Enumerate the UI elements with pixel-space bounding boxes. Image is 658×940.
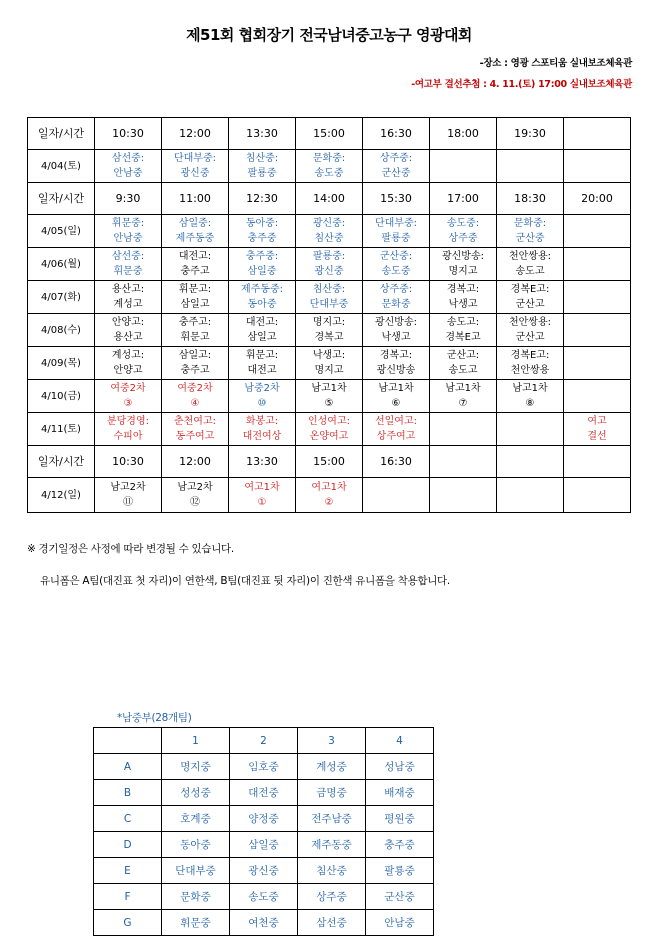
schedule-game-cell xyxy=(564,314,631,347)
group-label-cell: A xyxy=(94,754,162,780)
schedule-game-cell: 선일여고: 상주여고 xyxy=(363,413,430,446)
schedule-game-cell: 광신중: 침산중 xyxy=(296,215,363,248)
schedule-game-cell xyxy=(564,281,631,314)
schedule-game-cell: 계성고: 안양고 xyxy=(95,347,162,380)
group-team-cell: 호계중 xyxy=(162,806,230,832)
group-team-cell: 임호중 xyxy=(230,754,298,780)
group-team-cell: 침산중 xyxy=(298,858,366,884)
schedule-game-cell xyxy=(497,478,564,513)
group-label-cell: D xyxy=(94,832,162,858)
schedule-game-cell: 경복E고: 군산고 xyxy=(497,281,564,314)
schedule-date-cell: 일자/시간 xyxy=(28,183,95,215)
schedule-time-cell: 12:00 xyxy=(162,118,229,150)
schedule-game-cell: 화봉고: 대전여상 xyxy=(229,413,296,446)
group-team-cell: 배재중 xyxy=(366,780,434,806)
group-row xyxy=(94,910,434,936)
group-team-cell: 성남중 xyxy=(366,754,434,780)
group-team-cell: 상주중 xyxy=(298,884,366,910)
schedule-game-cell: 광신방송: 명지고 xyxy=(430,248,497,281)
schedule-game-cell xyxy=(430,413,497,446)
schedule-game-cell: 남고2차 ⑪ xyxy=(95,478,162,513)
schedule-row xyxy=(28,478,631,513)
schedule-game-cell xyxy=(564,478,631,513)
schedule-header-row xyxy=(28,183,631,215)
schedule-game-cell: 동아중: 충주중 xyxy=(229,215,296,248)
schedule-game-cell: 남중2차 ⑩ xyxy=(229,380,296,413)
schedule-game-cell: 대전고: 삼일고 xyxy=(229,314,296,347)
schedule-game-cell xyxy=(430,478,497,513)
schedule-game-cell: 남고2차 ⑫ xyxy=(162,478,229,513)
schedule-time-cell: 15:00 xyxy=(296,118,363,150)
group-row xyxy=(94,754,434,780)
group-team-cell: 명지중 xyxy=(162,754,230,780)
schedule-date-cell: 4/08(수) xyxy=(28,314,95,347)
group-label-cell: E xyxy=(94,858,162,884)
group-team-cell: 문화중 xyxy=(162,884,230,910)
schedule-game-cell: 군산고: 송도고 xyxy=(430,347,497,380)
group-row xyxy=(94,806,434,832)
group-row xyxy=(94,780,434,806)
group-label-cell: B xyxy=(94,780,162,806)
schedule-game-cell: 군산중: 송도중 xyxy=(363,248,430,281)
schedule-game-cell: 분당경영: 수피아 xyxy=(95,413,162,446)
schedule-game-cell: 제주동중: 동아중 xyxy=(229,281,296,314)
schedule-game-cell: 삼일중: 제주동중 xyxy=(162,215,229,248)
group-team-cell: 단대부중 xyxy=(162,858,230,884)
schedule-row xyxy=(28,248,631,281)
schedule-game-cell: 광신방송: 낙생고 xyxy=(363,314,430,347)
schedule-game-cell xyxy=(564,150,631,183)
group-header-cell xyxy=(94,728,162,754)
schedule-game-cell xyxy=(564,248,631,281)
schedule-time-cell: 13:30 xyxy=(229,118,296,150)
schedule-game-cell: 송도중: 상주중 xyxy=(430,215,497,248)
schedule-game-cell: 천안쌍용: 송도고 xyxy=(497,248,564,281)
schedule-game-cell: 대전고: 충주고 xyxy=(162,248,229,281)
schedule-time-cell: 18:30 xyxy=(497,183,564,215)
group-row xyxy=(94,832,434,858)
schedule-time-cell: 10:30 xyxy=(95,446,162,478)
schedule-date-cell: 4/06(월) xyxy=(28,248,95,281)
schedule-time-cell: 12:30 xyxy=(229,183,296,215)
venue-info: -장소 : 영광 스포티움 실내보조체육관 xyxy=(479,58,632,69)
group-team-cell: 전주남중 xyxy=(298,806,366,832)
group-label-cell: F xyxy=(94,884,162,910)
schedule-game-cell: 경복E고: 천안쌍용 xyxy=(497,347,564,380)
schedule-game-cell: 단대부중: 팔룡중 xyxy=(363,215,430,248)
schedule-game-cell: 경복고: 낙생고 xyxy=(430,281,497,314)
schedule-row xyxy=(28,413,631,446)
schedule-time-cell: 15:30 xyxy=(363,183,430,215)
schedule-game-cell xyxy=(564,215,631,248)
schedule-game-cell: 휘문고: 대전고 xyxy=(229,347,296,380)
group-team-cell: 안남중 xyxy=(366,910,434,936)
schedule-time-cell: 10:30 xyxy=(95,118,162,150)
schedule-game-cell: 남고1차 ⑦ xyxy=(430,380,497,413)
schedule-change-note: ※ 경기일정은 사정에 따라 변경될 수 있습니다. xyxy=(27,543,234,555)
group-team-cell: 제주동중 xyxy=(298,832,366,858)
schedule-game-cell: 삼선중: 안남중 xyxy=(95,150,162,183)
page-title: 제51회 협회장기 전국남녀중고농구 영광대회 xyxy=(186,26,472,44)
schedule-game-cell: 춘천여고: 동주여고 xyxy=(162,413,229,446)
schedule-game-cell xyxy=(564,347,631,380)
schedule-table xyxy=(27,117,631,513)
schedule-time-cell xyxy=(497,446,564,478)
schedule-game-cell xyxy=(430,150,497,183)
schedule-time-cell: 12:00 xyxy=(162,446,229,478)
uniform-note: 유니폼은 A팀(대진표 첫 자리)이 연한색, B팀(대진표 뒷 자리)이 진한색 유니폼을 착용합니다. xyxy=(40,575,450,587)
schedule-date-cell: 4/04(토) xyxy=(28,150,95,183)
schedule-game-cell: 휘문고: 삼일고 xyxy=(162,281,229,314)
schedule-game-cell: 충주중: 삼일중 xyxy=(229,248,296,281)
group-label-cell: C xyxy=(94,806,162,832)
schedule-header-row xyxy=(28,446,631,478)
schedule-date-cell: 4/11(토) xyxy=(28,413,95,446)
group-team-cell: 송도중 xyxy=(230,884,298,910)
schedule-game-cell: 경복고: 광신방송 xyxy=(363,347,430,380)
schedule-game-cell: 남고1차 ⑧ xyxy=(497,380,564,413)
group-team-cell: 군산중 xyxy=(366,884,434,910)
schedule-game-cell: 문화중: 군산중 xyxy=(497,215,564,248)
schedule-date-cell: 4/09(목) xyxy=(28,347,95,380)
group-table xyxy=(93,727,434,936)
schedule-row xyxy=(28,150,631,183)
schedule-time-cell xyxy=(564,118,631,150)
group-row xyxy=(94,884,434,910)
schedule-row xyxy=(28,347,631,380)
group-team-cell: 금명중 xyxy=(298,780,366,806)
schedule-time-cell: 14:00 xyxy=(296,183,363,215)
group-label-cell: G xyxy=(94,910,162,936)
schedule-game-cell: 여고1차 ② xyxy=(296,478,363,513)
schedule-time-cell: 16:30 xyxy=(363,118,430,150)
schedule-row xyxy=(28,380,631,413)
schedule-date-cell: 4/07(화) xyxy=(28,281,95,314)
group-team-cell: 계성중 xyxy=(298,754,366,780)
group-team-cell: 동아중 xyxy=(162,832,230,858)
schedule-date-cell: 4/12(일) xyxy=(28,478,95,513)
group-team-cell: 삼일중 xyxy=(230,832,298,858)
schedule-game-cell: 송도고: 경복E고 xyxy=(430,314,497,347)
schedule-time-cell: 9:30 xyxy=(95,183,162,215)
schedule-row xyxy=(28,215,631,248)
schedule-game-cell: 인성여고: 온양여고 xyxy=(296,413,363,446)
group-team-cell: 휘문중 xyxy=(162,910,230,936)
schedule-game-cell: 남고1차 ⑥ xyxy=(363,380,430,413)
group-team-cell: 여천중 xyxy=(230,910,298,936)
group-header-cell: 4 xyxy=(366,728,434,754)
group-row xyxy=(94,858,434,884)
schedule-time-cell: 19:30 xyxy=(497,118,564,150)
group-team-cell: 성성중 xyxy=(162,780,230,806)
schedule-game-cell: 천안쌍용: 군산고 xyxy=(497,314,564,347)
schedule-game-cell xyxy=(497,413,564,446)
schedule-game-cell: 문화중: 송도중 xyxy=(296,150,363,183)
schedule-game-cell: 상주중: 군산중 xyxy=(363,150,430,183)
schedule-date-cell: 일자/시간 xyxy=(28,446,95,478)
schedule-row xyxy=(28,281,631,314)
group-team-cell: 팔룡중 xyxy=(366,858,434,884)
schedule-game-cell: 침산중: 단대부중 xyxy=(296,281,363,314)
schedule-time-cell xyxy=(564,446,631,478)
schedule-date-cell: 일자/시간 xyxy=(28,118,95,150)
schedule-time-cell: 18:00 xyxy=(430,118,497,150)
schedule-game-cell: 팔룡중: 광신중 xyxy=(296,248,363,281)
schedule-time-cell: 13:30 xyxy=(229,446,296,478)
group-team-cell: 평원중 xyxy=(366,806,434,832)
schedule-game-cell: 상주중: 문화중 xyxy=(363,281,430,314)
schedule-time-cell: 11:00 xyxy=(162,183,229,215)
schedule-game-cell: 삼선중: 휘문중 xyxy=(95,248,162,281)
group-header-cell: 2 xyxy=(230,728,298,754)
schedule-time-cell: 15:00 xyxy=(296,446,363,478)
schedule-game-cell: 여고1차 ① xyxy=(229,478,296,513)
schedule-game-cell xyxy=(564,380,631,413)
group-header-cell: 3 xyxy=(298,728,366,754)
group-header-cell: 1 xyxy=(162,728,230,754)
schedule-date-cell: 4/05(일) xyxy=(28,215,95,248)
group-team-cell: 양정중 xyxy=(230,806,298,832)
schedule-game-cell: 단대부중: 광신중 xyxy=(162,150,229,183)
schedule-game-cell xyxy=(497,150,564,183)
schedule-game-cell: 여중2차 ③ xyxy=(95,380,162,413)
group-team-cell: 대전중 xyxy=(230,780,298,806)
schedule-date-cell: 4/10(금) xyxy=(28,380,95,413)
schedule-game-cell: 용산고: 계성고 xyxy=(95,281,162,314)
schedule-game-cell: 여고 결선 xyxy=(564,413,631,446)
group-table-title: *남중부(28개팀) xyxy=(117,712,192,724)
group-header-row xyxy=(94,728,434,754)
schedule-game-cell: 남고1차 ⑤ xyxy=(296,380,363,413)
schedule-time-cell: 17:00 xyxy=(430,183,497,215)
schedule-game-cell: 낙생고: 명지고 xyxy=(296,347,363,380)
schedule-game-cell: 삼일고: 충주고 xyxy=(162,347,229,380)
schedule-game-cell: 명지고: 경복고 xyxy=(296,314,363,347)
girls-final-draw-info: -여고부 결선추첨 : 4. 11.(토) 17:00 실내보조체육관 xyxy=(411,79,632,90)
schedule-game-cell xyxy=(363,478,430,513)
schedule-time-cell: 20:00 xyxy=(564,183,631,215)
group-team-cell: 광신중 xyxy=(230,858,298,884)
schedule-header-row xyxy=(28,118,631,150)
group-team-cell: 삼선중 xyxy=(298,910,366,936)
schedule-game-cell: 침산중: 팔룡중 xyxy=(229,150,296,183)
schedule-game-cell: 안양고: 용산고 xyxy=(95,314,162,347)
schedule-game-cell: 휘문중: 안남중 xyxy=(95,215,162,248)
schedule-time-cell xyxy=(430,446,497,478)
schedule-time-cell: 16:30 xyxy=(363,446,430,478)
schedule-game-cell: 여중2차 ④ xyxy=(162,380,229,413)
schedule-game-cell: 충주고: 휘문고 xyxy=(162,314,229,347)
group-team-cell: 충주중 xyxy=(366,832,434,858)
schedule-row xyxy=(28,314,631,347)
